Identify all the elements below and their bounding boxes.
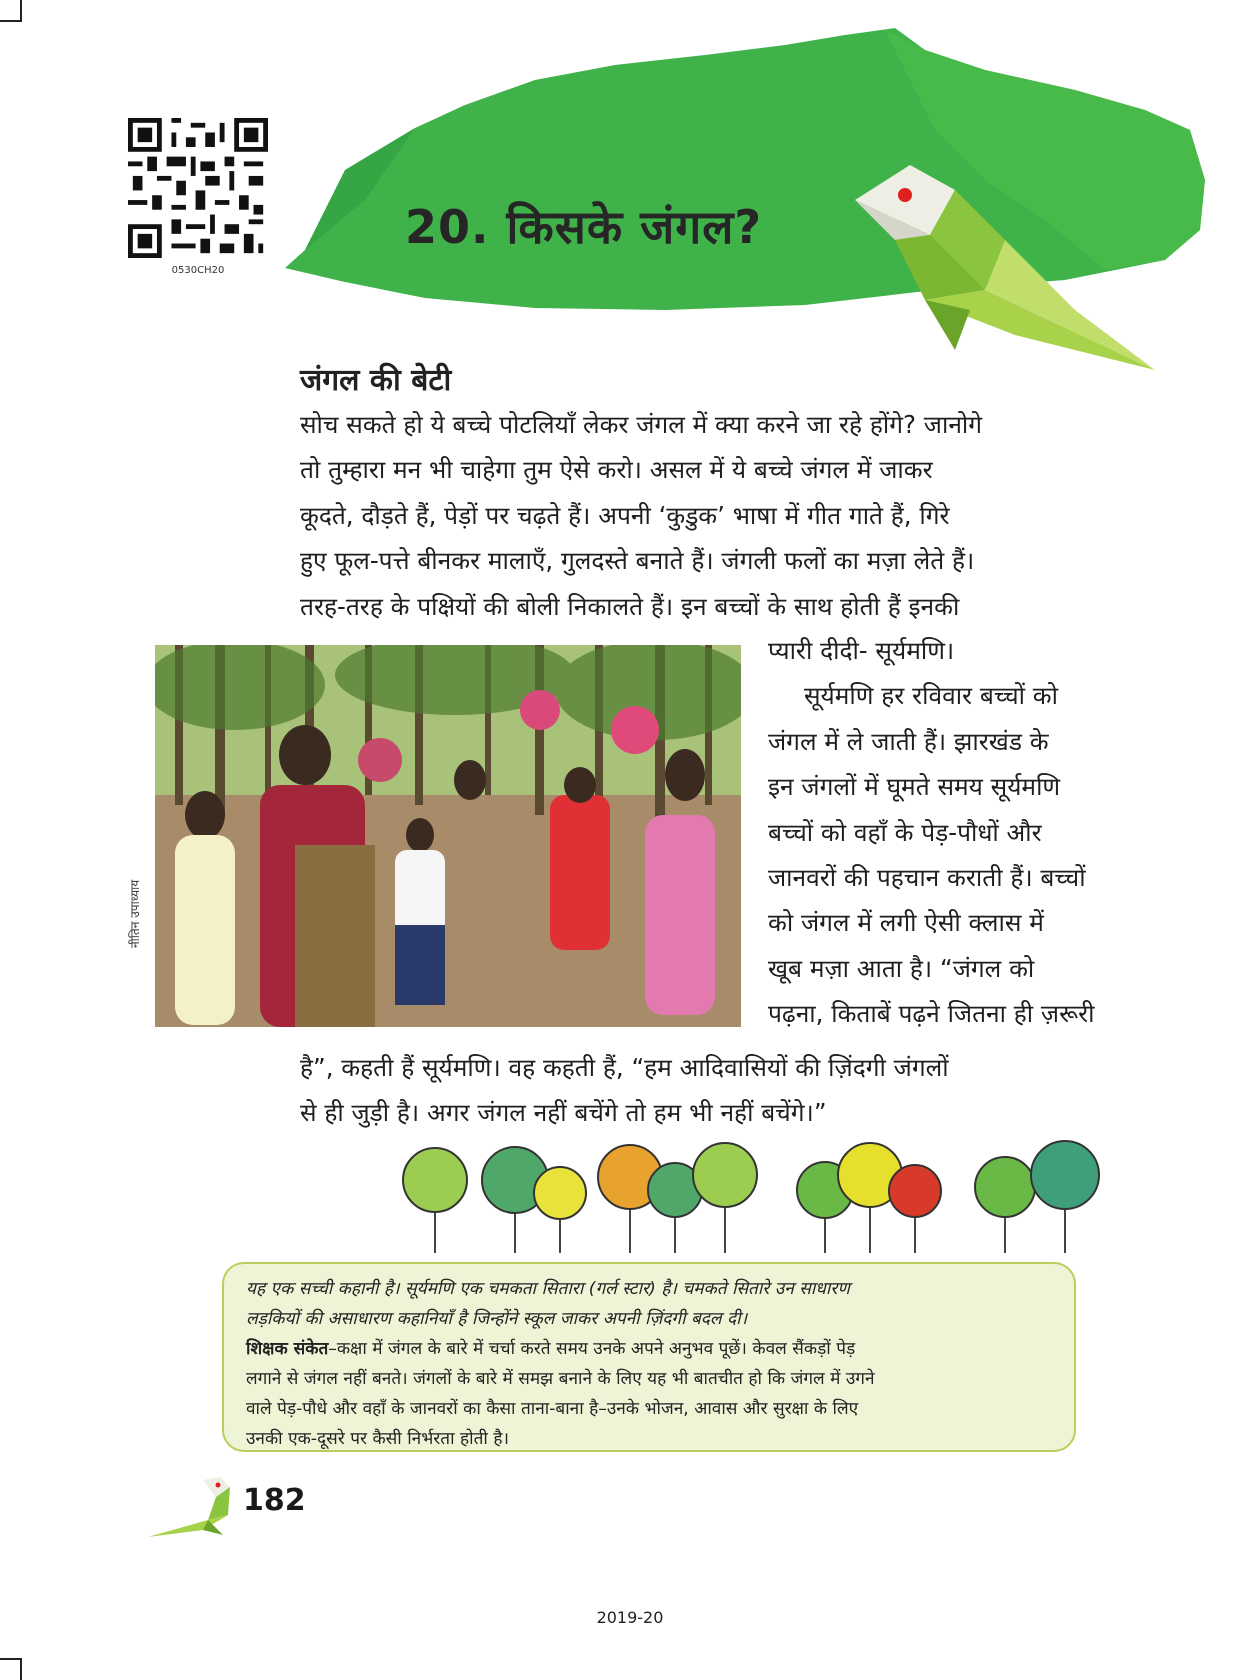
note-teacher-line: लगाने से जंगल नहीं बनते। जंगलों के बारे में समझ बनाने के लिए यह भी बातचीत हो कि जंगल में उगने — [246, 1369, 875, 1389]
text-line: जंगल में ले जाती हैं। झारखंड के — [768, 726, 1049, 756]
note-italic-line: लड़कियों की असाधारण कहानियाँ है जिन्होंने स्कूल जाकर अपनी ज़िंदगी बदल दी। — [246, 1309, 748, 1329]
text-line: हुए फूल-पत्ते बीनकर मालाएँ, गुलदस्ते बनाते हैं। जंगली फलों का मज़ा लेते हैं। — [300, 546, 975, 576]
note-italic-line: यह एक सच्ची कहानी है। सूर्यमणि एक चमकता सितारा (गर्ल स्टार) है। चमकते सितारे उन साधारण — [246, 1279, 850, 1299]
story-paragraph-1 — [300, 402, 1140, 629]
page-number: 182 — [243, 1483, 306, 1518]
origami-bird-icon — [835, 160, 1165, 380]
photo-credit: नीतिन उपाध्याय — [128, 879, 142, 948]
qr-code-label: 0530CH20 — [171, 265, 225, 276]
page-bird-icon — [148, 1475, 238, 1540]
text-line: इन जंगलों में घूमते समय सूर्यमणि — [768, 772, 1061, 802]
text-line: सूर्यमणि हर रविवार बच्चों को — [804, 681, 1058, 711]
crop-mark-top — [0, 0, 22, 22]
qr-code-icon — [128, 118, 268, 258]
note-teacher-line — [246, 1334, 1052, 1364]
text-line: है”, कहती हैं सूर्यमणि। वह कहती हैं, “हम आदिवासियों की ज़िंदगी जंगलों — [300, 1053, 949, 1082]
text-line: सोच सकते हो ये बच्चे पोटलियाँ लेकर जंगल में क्या करने जा रहे होंगे? जानोगे — [300, 410, 983, 439]
text-line: से ही जुड़ी है। अगर जंगल नहीं बचेंगे तो हम भी नहीं बचेंगे।” — [300, 1098, 827, 1128]
text-line: कूदते, दौड़ते हैं, पेड़ों पर चढ़ते हैं। अपनी ‘कुडुक’ भाषा में गीत गाते हैं, गिरे — [300, 500, 950, 530]
crop-mark-bottom — [0, 1658, 22, 1680]
text-line: को जंगल में लगी ऐसी क्लास में — [768, 908, 1044, 938]
text-line: बच्चों को वहाँ के पेड़-पौधों और — [768, 817, 1042, 847]
teacher-note-box — [222, 1262, 1076, 1452]
text-line: पढ़ना, किताबें पढ़ने जितना ही ज़रूरी — [768, 999, 1095, 1029]
forest-children-photo — [155, 645, 741, 1027]
edition-year: 2019-20 — [596, 1608, 664, 1627]
story-paragraph-3 — [300, 1045, 1140, 1136]
decorative-trees — [395, 1135, 1150, 1255]
note-teacher-line: वाले पेड़-पौधे और वहाँ के जानवरों का कैसा ताना-बाना है–उनके भोजन, आवास और सुरक्षा के लिए — [246, 1399, 859, 1419]
story-paragraph-2 — [768, 628, 1140, 1037]
note-text: –कक्षा में जंगल के बारे में चर्चा करते समय उनके अपने अनुभव पूछें। केवल सैंकड़ों पेड़ — [328, 1339, 856, 1359]
text-line-end: प्यारी दीदी- सूर्यमणि। — [768, 636, 955, 665]
text-line: खूब मज़ा आता है। “जंगल को — [768, 953, 1035, 983]
note-teacher-line: उनकी एक-दूसरे पर कैसी निर्भरता होती है। — [246, 1429, 509, 1449]
text-line: तरह-तरह के पक्षियों की बोली निकालते हैं। इन बच्चों के साथ होती हैं इनकी — [300, 591, 960, 621]
text-line: तो तुम्हारा मन भी चाहेगा तुम ऐसे करो। असल में ये बच्चे जंगल में जाकर — [300, 455, 933, 485]
story-subtitle: जंगल की बेटी — [300, 363, 452, 398]
teacher-label: शिक्षक संकेत — [246, 1339, 329, 1359]
text-line: जानवरों की पहचान कराती हैं। बच्चों — [768, 863, 1086, 893]
chapter-title: 20. किसके जंगल? — [405, 200, 763, 254]
